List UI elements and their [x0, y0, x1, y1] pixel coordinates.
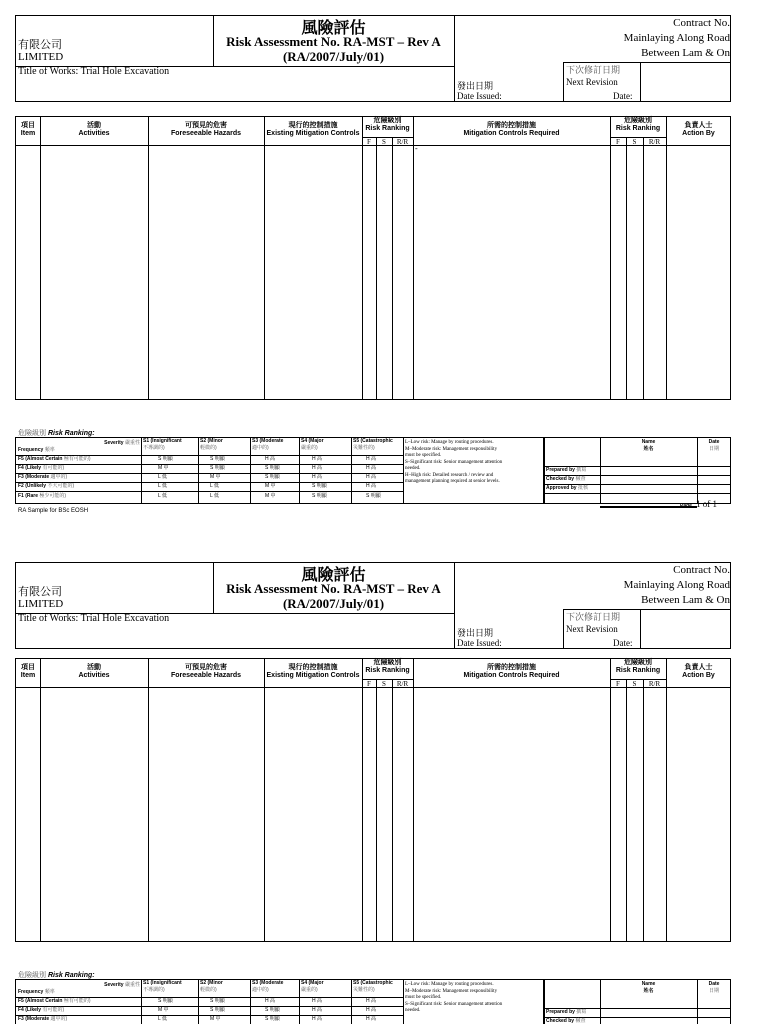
note: needed.: [405, 466, 421, 471]
cell: S 明顯: [210, 1007, 225, 1013]
checked-by: Checked by: [546, 476, 575, 482]
cell: H 高: [312, 1007, 323, 1013]
contract-desc-1: Mainlaying Along Road: [623, 32, 730, 44]
s2-code: S2: [200, 980, 207, 986]
s2-en: (Minor: [207, 980, 223, 986]
frequency-en: Frequency: [18, 989, 44, 995]
row-label-cn: 不大可能的): [47, 483, 75, 489]
s5-en: (Catastrophic: [360, 438, 393, 444]
s3-code: S3: [252, 980, 259, 986]
page-2: [0, 547, 768, 1024]
s1-en: (Insignificant: [150, 980, 182, 986]
col-s2: S: [632, 680, 637, 688]
footer-note: RA Sample for BSc EOSH: [18, 508, 89, 514]
col-risk2-en: Risk Ranking: [615, 125, 661, 132]
prepared-by: Prepared by: [546, 1009, 575, 1015]
col-rr: R/R: [396, 138, 409, 146]
note: needed.: [405, 1008, 421, 1013]
prepared-by: Prepared by: [546, 467, 575, 473]
cell: L 低: [210, 483, 219, 489]
s4-cn: 嚴重的): [301, 444, 318, 451]
checked-cn: 檢查: [575, 476, 586, 482]
col-risk-en: Risk Ranking: [365, 125, 410, 132]
col-hazards-cn: 可預見的危害: [185, 664, 227, 671]
risk-notes: [405, 982, 543, 1015]
s2-cn: 輕微的): [200, 986, 217, 993]
cell: M 中: [158, 1007, 169, 1013]
row-label-en: F5 (Almost Certain: [18, 998, 63, 1004]
cell: S 明顯: [210, 456, 225, 462]
note: M–Moderate risk: Management responsibility: [405, 988, 498, 994]
next-revision-date: Date:: [613, 638, 633, 648]
col-hazards-en: Foreseeable Hazards: [170, 672, 242, 679]
s3-code: S3: [252, 438, 259, 444]
s4-cn: 嚴重的): [301, 986, 318, 993]
row-label-cn: 有可能的): [42, 1007, 65, 1013]
col-action-cn: 負責人士: [684, 122, 713, 129]
col-risk2-cn: 危險級別: [624, 117, 652, 124]
note: management planning required at senior levels.: [405, 479, 500, 484]
company-en: LIMITED: [18, 598, 64, 610]
col-risk2-en: Risk Ranking: [615, 667, 661, 674]
s3-cn: 適中的): [252, 986, 269, 993]
col-activities-cn: 活動: [87, 664, 101, 671]
col-required-en: Mitigation Controls Required: [463, 672, 560, 679]
cell: L 低: [210, 493, 219, 499]
col-activities-en: Activities: [78, 130, 110, 137]
cell: L 低: [158, 474, 167, 480]
cell: M 中: [210, 474, 221, 480]
cell: H 高: [312, 456, 323, 462]
date-cn: 日期: [708, 445, 719, 452]
col-required-cn: 所需的控制措施: [487, 664, 536, 671]
s2-cn: 輕微的): [200, 444, 217, 451]
title-en: Risk Assessment No. RA-MST – Rev A: [226, 581, 441, 596]
s5-en: (Catastrophic: [360, 980, 393, 986]
s1-en: (Insignificant: [150, 438, 182, 444]
col-rr: R/R: [396, 680, 409, 688]
company-cn: 有限公司: [18, 39, 62, 51]
col-existing-cn: 現行的控制措施: [288, 122, 338, 129]
col-rr2: R/R: [648, 138, 661, 146]
cell: H 高: [265, 456, 276, 462]
note: M–Moderate risk: Management responsibility: [405, 446, 498, 452]
cell: H 高: [366, 465, 377, 471]
checked-by: Checked by: [546, 1018, 575, 1024]
cell: L 低: [158, 493, 167, 499]
col-existing-en: Existing Mitigation Controls: [266, 130, 360, 137]
approved-cn: 批核: [577, 485, 588, 491]
col-action-cn: 負責人士: [684, 664, 713, 671]
s3-en: (Moderate: [259, 980, 284, 986]
legend-title-cn: 危險級別: [18, 430, 46, 437]
title-en: Risk Assessment No. RA-MST – Rev A: [226, 34, 441, 49]
s5-cn: 災難性的): [353, 986, 375, 993]
s1-code: S1: [143, 438, 150, 444]
title-of-works: Title of Works: Trial Hole Excavation: [18, 66, 170, 77]
cell: H 高: [366, 1016, 377, 1022]
col-f2: F: [616, 680, 620, 688]
note: must be specified.: [405, 453, 442, 458]
name-cn: 姓名: [643, 987, 654, 994]
severity-en: Severity: [104, 982, 124, 988]
cell: S 明顯: [265, 1016, 280, 1022]
col-risk2-cn: 危險級別: [624, 659, 652, 666]
page-label: Page: [680, 503, 692, 509]
col-s: S: [382, 138, 386, 146]
s1-cn: 不導調的): [143, 444, 165, 451]
name-en: Name: [641, 981, 656, 987]
s4-code: S4: [301, 980, 308, 986]
s3-cn: 適中的): [252, 444, 269, 451]
col-rr2: R/R: [648, 680, 661, 688]
company-cn: 有限公司: [18, 586, 62, 598]
cell: S 明顯: [265, 474, 280, 480]
next-revision-en: Next Revision: [566, 77, 618, 87]
note: S–Significant risk: Senior management attention: [405, 459, 503, 465]
next-revision-cn: 下次修訂日期: [566, 65, 621, 75]
date-en: Date: [708, 439, 720, 445]
name-cn: 姓名: [643, 445, 654, 452]
col-s: S: [382, 680, 386, 688]
next-revision-date: Date:: [613, 91, 633, 101]
cell: S 明顯: [158, 998, 173, 1004]
page-number: 1 of 1: [695, 499, 717, 509]
note: L–Low risk: Manage by routing procedures.: [405, 440, 494, 445]
s1-cn: 不導調的): [143, 986, 165, 993]
col-existing-en: Existing Mitigation Controls: [266, 672, 360, 679]
cell: H 高: [366, 456, 377, 462]
cell: M 中: [158, 465, 169, 471]
row-label-cn: 適中的): [50, 1016, 68, 1022]
frequency-cn: 頻率: [44, 989, 55, 995]
s4-en: (Major: [308, 980, 324, 986]
row-label-cn: 適中的): [50, 474, 68, 480]
col-f: F: [367, 138, 371, 146]
cell: H 高: [366, 1007, 377, 1013]
s2-code: S2: [200, 438, 207, 444]
col-hazards-en: Foreseeable Hazards: [170, 130, 242, 137]
row-label-en: F5 (Almost Certain: [18, 456, 63, 462]
col-s2: S: [632, 138, 637, 146]
severity-cn: 嚴重性: [124, 982, 140, 988]
cell: H 高: [312, 474, 323, 480]
col-activities-en: Activities: [78, 672, 110, 679]
col-activities-cn: 活動: [87, 122, 101, 129]
row-label-cn: 極有可能的): [63, 998, 91, 1004]
approved-by: Approved by: [546, 485, 577, 491]
date-issued-cn: 發出日期: [457, 81, 494, 91]
contract-no: Contract No.: [673, 564, 730, 576]
frequency-en: Frequency: [18, 447, 44, 453]
checked-cn: 檢查: [575, 1018, 586, 1024]
cell: S 明顯: [366, 493, 381, 499]
col-action-en: Action By: [682, 672, 715, 679]
legend-title-en: Risk Ranking:: [47, 430, 95, 437]
cell: S 明顯: [265, 1007, 280, 1013]
cell: S 明顯: [312, 483, 327, 489]
note: H–High risk: Detailed research / review and: [405, 472, 494, 478]
col-action-en: Action By: [682, 130, 715, 137]
row-label-en: F4 (Likely: [18, 465, 42, 471]
cell: H 高: [366, 474, 377, 480]
cell: S 明顯: [210, 998, 225, 1004]
row-label-en: F3 (Moderate: [18, 474, 50, 480]
contract-no: Contract No.: [673, 17, 730, 29]
legend-title-cn: 危險級別: [18, 972, 46, 979]
cell: S 明顯: [158, 456, 173, 462]
next-revision-en: Next Revision: [566, 624, 618, 634]
cell: S 明顯: [210, 465, 225, 471]
frequency-cn: 頻率: [44, 447, 55, 453]
date-en: Date: [708, 981, 720, 987]
row-label-en: F3 (Moderate: [18, 1016, 50, 1022]
date-issued-cn: 發出日期: [457, 628, 494, 638]
s5-cn: 災難性的): [353, 444, 375, 451]
dash-mark: -: [415, 144, 418, 153]
cell: L 低: [158, 483, 167, 489]
s2-en: (Minor: [207, 438, 223, 444]
s5-code: S5: [353, 438, 360, 444]
title-cn: 風險評估: [301, 567, 366, 584]
col-f: F: [367, 680, 371, 688]
cell: H 高: [366, 998, 377, 1004]
col-item-cn: 項目: [21, 122, 35, 129]
s5-code: S5: [353, 980, 360, 986]
s4-en: (Major: [308, 438, 324, 444]
cell: M 中: [265, 483, 276, 489]
col-existing-cn: 現行的控制措施: [288, 664, 338, 671]
s1-code: S1: [143, 980, 150, 986]
cell: H 高: [312, 1016, 323, 1022]
contract-desc-2: Between Lam & On: [641, 47, 730, 59]
col-item-en: Item: [20, 672, 36, 679]
cell: S 明顯: [265, 465, 280, 471]
cell: M 中: [265, 493, 276, 499]
cell: H 高: [366, 483, 377, 489]
risk-table: [15, 116, 731, 400]
col-item-cn: 項目: [21, 664, 35, 671]
severity-cn: 嚴重性: [124, 440, 140, 446]
col-risk-en: Risk Ranking: [365, 667, 410, 674]
company-en: LIMITED: [18, 51, 64, 63]
col-item-en: Item: [20, 130, 36, 137]
row-label-en: F1 (Rare: [18, 493, 39, 499]
date-cn: 日期: [708, 987, 719, 994]
row-label-cn: 極有可能的): [63, 456, 91, 462]
legend-title-en: Risk Ranking:: [47, 972, 95, 979]
ref-number: (RA/2007/July/01): [282, 49, 385, 64]
cell: M 中: [210, 1016, 221, 1022]
col-required-en: Mitigation Controls Required: [463, 130, 560, 137]
cell: H 高: [312, 998, 323, 1004]
contract-desc-1: Mainlaying Along Road: [623, 579, 730, 591]
note: L–Low risk: Manage by routing procedures.: [405, 982, 494, 987]
title-of-works: Title of Works: Trial Hole Excavation: [18, 613, 170, 624]
prepared-cn: 撰寫: [576, 1009, 587, 1015]
contract-desc-2: Between Lam & On: [641, 594, 730, 606]
next-revision-cn: 下次修訂日期: [566, 612, 621, 622]
name-en: Name: [641, 439, 656, 445]
prepared-cn: 撰寫: [576, 467, 587, 473]
date-issued-en: Date Issued:: [457, 91, 502, 101]
cell: H 高: [312, 465, 323, 471]
col-f2: F: [616, 138, 620, 146]
row-label-cn: 極少可能的): [39, 493, 67, 499]
note: S–Significant risk: Senior management attention: [405, 1001, 503, 1007]
col-hazards-cn: 可預見的危害: [185, 122, 227, 129]
date-issued-en: Date Issued:: [457, 638, 502, 648]
risk-table: [15, 658, 731, 942]
col-required-cn: 所需的控制措施: [487, 122, 536, 129]
cell: L 低: [158, 1016, 167, 1022]
ref-number: (RA/2007/July/01): [282, 596, 385, 611]
s3-en: (Moderate: [259, 438, 284, 444]
cell: H 高: [265, 998, 276, 1004]
row-label-cn: 有可能的): [42, 465, 65, 471]
title-cn: 風險評估: [301, 20, 366, 37]
row-label-en: F4 (Likely: [18, 1007, 42, 1013]
col-risk-cn: 危險級別: [373, 117, 402, 124]
row-label-en: F2 (Unlikely: [18, 483, 47, 489]
col-risk-cn: 危險級別: [373, 659, 402, 666]
s4-code: S4: [301, 438, 308, 444]
note: must be specified.: [405, 995, 442, 1000]
cell: S 明顯: [312, 493, 327, 499]
risk-notes: [405, 440, 543, 486]
severity-en: Severity: [104, 440, 124, 446]
